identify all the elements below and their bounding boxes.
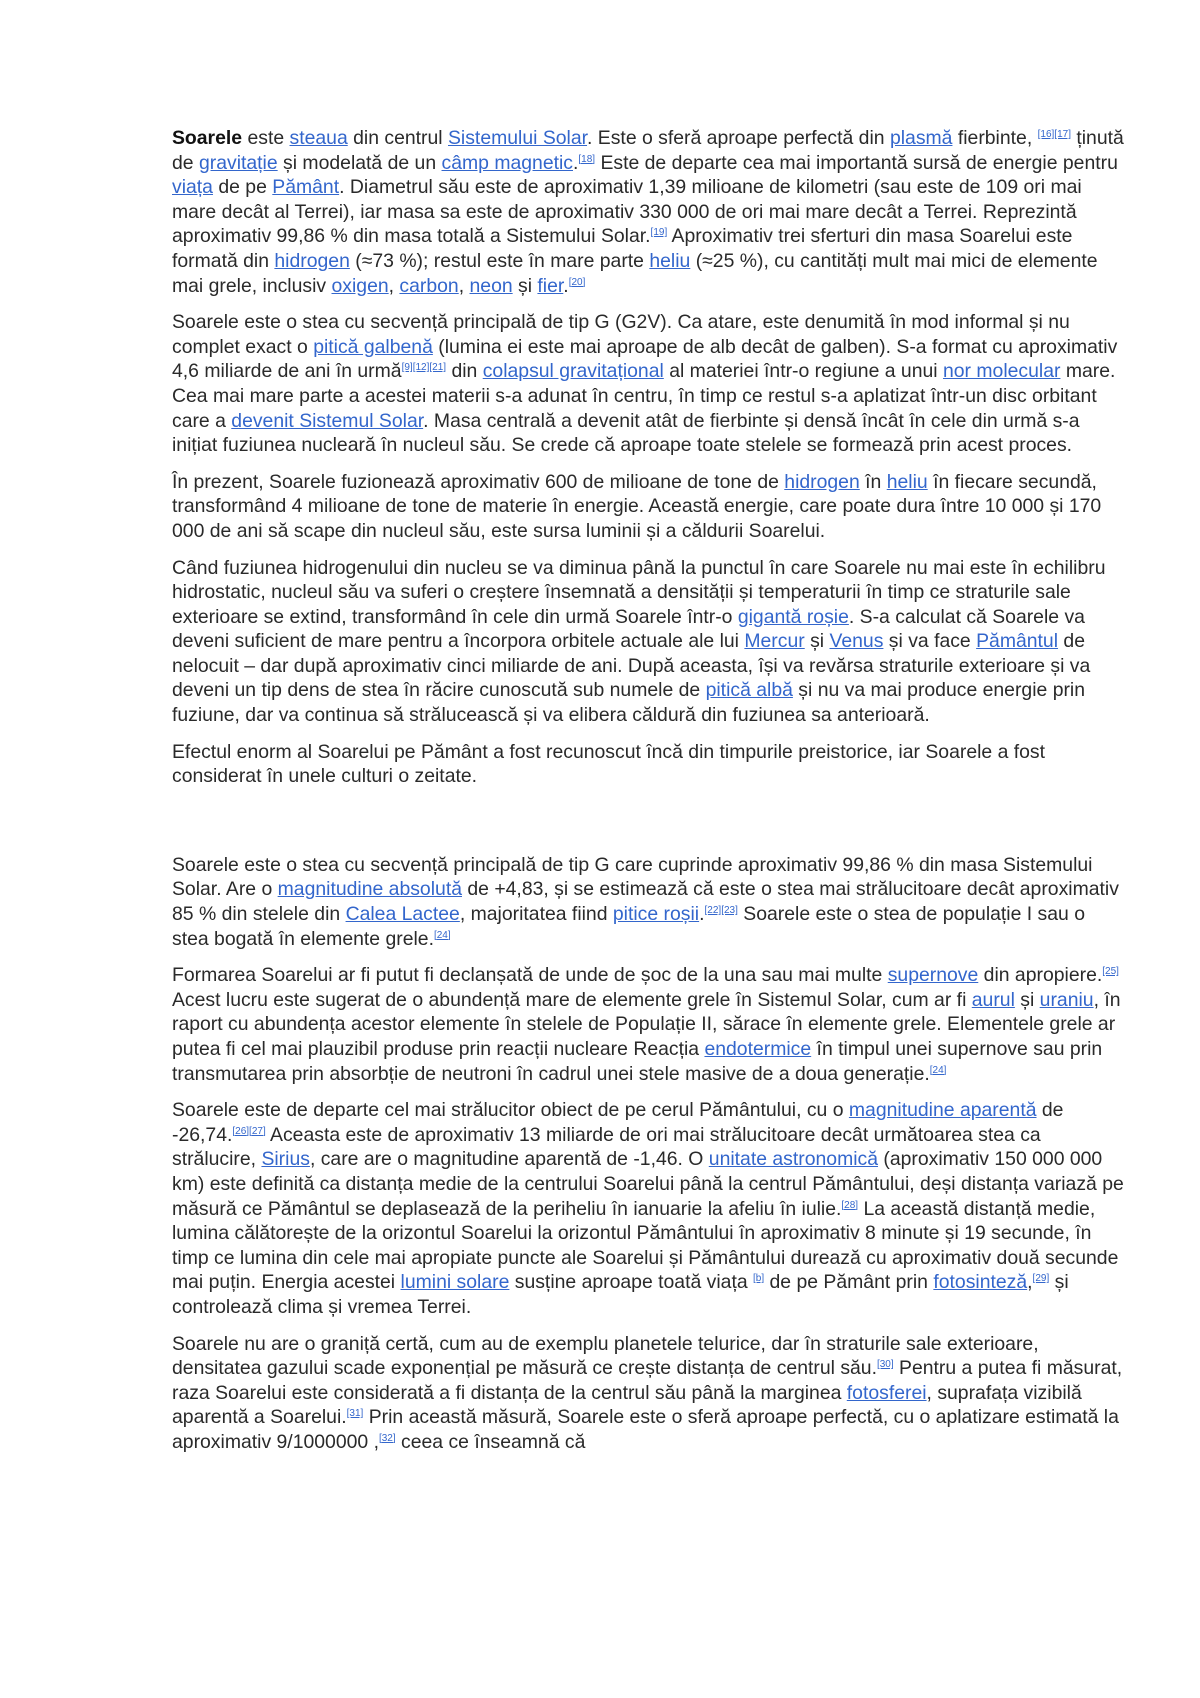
text-run: (≈73 %); restul este în mare parte (349, 249, 650, 272)
article-link[interactable]: plasmă (889, 127, 953, 149)
text-run: Când fuziunea hidrogenului din nucleu se va diminua până la punctul în care Soarele nu mai este în echilibru hidrostatic, nucleul său va suferi o creștere însemnată a densității și temperaturii în timp ce straturile sale exterioare se extind, transformând în cele din urmă Soarele într-o (172, 556, 1106, 628)
article-link[interactable]: magnitudine aparentă (848, 1099, 1037, 1122)
paragraph (172, 1332, 1127, 1455)
citation-link[interactable]: [30] (876, 1359, 894, 1371)
text-run: . (573, 151, 579, 174)
citation-link[interactable]: [24] (929, 1064, 947, 1076)
article-link[interactable]: supernove (887, 964, 979, 987)
article-link[interactable]: hidrogen (784, 470, 860, 493)
citation (569, 277, 586, 288)
citation (434, 930, 451, 941)
text-run: din apropiere. (978, 964, 1103, 987)
text-run: este (242, 127, 290, 149)
citation (578, 154, 595, 165)
text-run: în fiecare secundă, transformând 4 milioane de tone de materie în energie. Această energie, care poate dura între 10 000 și 170 000 de ani să scape din nucleul său, este sursa luminii și a căldurii Soarelui. (172, 470, 1102, 542)
text-run: de nelocuit – dar după aproximativ cinci miliarde de ani. După aceasta, își va revărsa straturile exterioare și va deveni un tip dens de stea în răcire cunoscută sub numele de (172, 630, 1091, 702)
text-run: (lumina ei este mai aproape de alb decât de galben). S-a format cu aproximativ 4,6 miliarde de ani în urmă (172, 335, 1118, 383)
text-run: Aceasta este de aproximativ 13 miliarde de ori mai strălucitoare decât următoarea stea ca strălucire, (172, 1123, 1041, 1171)
article-link[interactable]: hidrogen (274, 249, 350, 272)
article-link[interactable]: magnitudine absolută (277, 878, 462, 901)
citation (347, 1408, 364, 1419)
text-run: de pe (212, 176, 273, 199)
article-link[interactable]: Mercur (744, 630, 805, 653)
text-run: din centrul (347, 127, 448, 149)
citation-link[interactable]: [16][17] (1037, 129, 1071, 140)
citation-link[interactable]: [29] (1032, 1273, 1050, 1285)
article-link[interactable]: Pământ (272, 176, 340, 199)
article-link[interactable]: pitică galbenă (313, 335, 433, 358)
citation-link[interactable]: [18] (578, 153, 596, 165)
text-run: din (446, 360, 483, 383)
citation-link[interactable]: [22] (704, 905, 722, 917)
text-run: și nu va mai produce energie prin fuziune, dar va continua să strălucească și va elibera căldură din fuziunea sa anterioară. (172, 679, 1086, 727)
text-run: mare. Cea mai mare parte a acestei materii s-a adunat în centru, în timp ce restul s-a aplatizat într-un disc orbitant care a (172, 360, 1116, 432)
article-link[interactable]: pitice roșii (612, 903, 700, 926)
citation-link[interactable]: [24] (433, 929, 451, 941)
article-link[interactable]: Venus (829, 630, 884, 653)
text-run: de -26,74. (172, 1099, 1064, 1146)
text-run: . (699, 903, 705, 926)
citation (1038, 129, 1071, 140)
article-link[interactable]: endotermice (704, 1038, 812, 1060)
citation (379, 1433, 396, 1444)
text-run: , (388, 274, 400, 297)
article-link[interactable]: fier (537, 274, 564, 297)
paragraph (172, 470, 1127, 544)
text-run: și (512, 274, 538, 297)
article-link[interactable]: heliu (886, 470, 928, 493)
text-run: Aproximativ trei sferturi din masa Soarelui este formată din (172, 225, 1073, 272)
article-link[interactable]: viața (172, 176, 213, 199)
citation-link[interactable]: [31] (346, 1408, 364, 1420)
article-link[interactable]: uraniu (1039, 988, 1094, 1011)
paragraph (172, 556, 1127, 728)
text-run: de pe Pământ prin (764, 1271, 934, 1294)
text-run: în (859, 470, 887, 493)
citation-link[interactable]: [9][12][21] (401, 362, 447, 374)
text-run: Soarele este de departe cel mai strălucitor obiect de pe cerul Pământului, cu o (172, 1099, 849, 1122)
text-run: susține aproape toată viața (509, 1271, 753, 1294)
article-body (172, 126, 1127, 1467)
article-link[interactable]: Calea Lactee (345, 903, 460, 926)
citation (1102, 966, 1119, 977)
text-run: . S-a calculat că Soarele va deveni suficient de mare pentru a încorpora orbitele actuale ale lui (172, 605, 1085, 653)
text-run: și va face (883, 630, 977, 653)
article-link[interactable]: fotosinteză (933, 1271, 1028, 1294)
citation (753, 1273, 764, 1284)
article-link[interactable]: Sistemului Solar (448, 127, 588, 149)
paragraph (172, 963, 1127, 1086)
text-run: , în raport cu abundența acestor elemente în stelele de Populație II, sărace în elemente grele. Elementele grele ar putea fi cel mai plauzibil produse prin reacții nucleare Reacția (172, 988, 1121, 1060)
article-link[interactable]: devenit Sistemul Solar (231, 409, 424, 432)
text-run: . (563, 274, 569, 297)
text-run: Prin această măsură, Soarele este o sferă aproape perfectă, cu o aplatizare estimată la aproximativ 9/1000000 , (172, 1406, 1119, 1453)
text-run: , suprafața vizibilă aparentă a Soarelui. (172, 1381, 1082, 1429)
text-run: Este de departe cea mai importantă sursă de energie pentru (595, 151, 1118, 174)
text-run: În prezent, Soarele fuzionează aproximativ 600 de milioane de tone de (172, 470, 785, 493)
text-run: al materiei într-o regiune a unui (663, 360, 943, 383)
citation (877, 1359, 894, 1370)
text-run: La această distanță medie, lumina călătorește de la orizontul Soarelui la orizontul Pământului în aproximativ 8 minute și 19 secunde, în timp ce lumina din cele mai apropiate puncte ale Soarelui și Pământului durează cu aproximativ două secunde mai puțin. Energia acestei (172, 1197, 1119, 1294)
text-run: și controlează clima și vremea Terrei. (172, 1271, 1069, 1318)
text-run: Soarele este o stea cu secvență principală de tip G care cuprinde aproximativ 99,86 % din masa Sistemului Solar. Are o (172, 853, 1093, 901)
text-run: , (1027, 1271, 1033, 1294)
article-link[interactable]: unitate astronomică (708, 1148, 879, 1171)
citation (402, 362, 446, 373)
text-run: , care are o magnitudine aparentă de -1,46. O (309, 1148, 709, 1171)
text-run: . Masa centrală a devenit atât de fierbinte și densă încât în cele din urmă s-a inițiat fuziunea nucleară în nucleul său. Se crede că aproape toate stelele se formează prin acest proces. (172, 409, 1080, 457)
citation-link[interactable]: [23] (721, 905, 738, 917)
citation (721, 905, 738, 916)
article-link[interactable]: fotosferei (846, 1381, 927, 1404)
article-link[interactable]: aurul (971, 988, 1015, 1011)
text-run: Soarele nu are o graniță certă, cum au de exemplu planetele telurice, dar în straturile sale exterioare, densitatea gazului scade exponențial pe măsură ce crește distanța de centrul său. (172, 1332, 1039, 1380)
article-link[interactable]: nor molecular (942, 360, 1061, 383)
article-link[interactable]: câmp magnetic (441, 151, 573, 174)
citation (705, 905, 722, 916)
citation-link[interactable]: [25] (1102, 966, 1119, 978)
article-link[interactable]: neon (469, 274, 513, 297)
paragraph (172, 1098, 1127, 1319)
citation (841, 1200, 858, 1211)
article-link[interactable]: Pământul (976, 630, 1059, 653)
text-run: și (804, 630, 830, 653)
text-run: ținută de (172, 127, 1124, 174)
citation-link[interactable]: [20] (568, 276, 586, 288)
text-run: de +4,83, și se estimează că este o stea mai strălucitoare decât aproximativ 85 % din stelele din (172, 878, 1119, 926)
article-link[interactable]: carbon (399, 274, 459, 297)
article-link[interactable]: gravitație (198, 151, 278, 174)
article-link[interactable]: heliu (649, 249, 691, 272)
article-link[interactable]: oxigen (331, 274, 389, 297)
article-link[interactable]: Sirius (261, 1148, 310, 1171)
text-run: în timpul unei supernove sau prin transmutarea prin absorbție de neutroni în cadrul unei stele masive de a doua generație. (172, 1038, 1103, 1085)
citation (651, 227, 668, 238)
paragraph (172, 740, 1127, 789)
text-run: , majoritatea fiind (459, 903, 613, 926)
text-run: Soarele este o stea cu secvență principală de tip G (G2V). Ca atare, este denumită în mod informal și nu complet exact o (172, 311, 1070, 358)
citation (232, 1126, 265, 1137)
text-run: Acest lucru este sugerat de o abundență mare de elemente grele în Sistemul Solar, cum ar fi (172, 988, 972, 1011)
article-link[interactable]: pitică albă (705, 679, 793, 702)
text-run: Soarele este o stea de populație I sau o stea bogată în elemente grele. (172, 903, 1085, 950)
citation (1033, 1273, 1050, 1284)
text-run: . Diametrul său este de aproximativ 1,39 milioane de kilometri (sau este de 109 ori mai mare decât al Terrei), iar masa sa este de aproximativ 330 000 de ori mai mare decât a Terrei. Reprezintă aproximativ 99,86 % din masa totală a Sistemului Solar. (172, 176, 1082, 248)
text-run: ceea ce înseamnă că (395, 1430, 586, 1453)
text-run: (aproximativ 150 000 000 km) este definită ca distanța medie de la centrului Soarelui până la centrul Pământului, deși distanța variază pe măsură ce Pământul se deplasează de la periheliu în ianuarie la afeliu în iulie. (172, 1148, 1124, 1220)
citation-link[interactable]: [28] (841, 1199, 859, 1211)
text-run: . Este o sferă aproape perfectă din (587, 127, 890, 149)
text-run: și (1014, 988, 1040, 1011)
text-run: și modelată de un (277, 151, 442, 174)
text-run: Formarea Soarelui ar fi putut fi declanșată de unde de șoc de la una sau mai multe (172, 964, 888, 987)
article-link[interactable]: colapsul gravitațional (482, 360, 664, 383)
text-run: fierbinte, (952, 127, 1038, 149)
section-gap (172, 801, 1127, 853)
article-link[interactable]: steaua (289, 127, 348, 149)
text-run: Pentru a putea fi măsurat, raza Soarelui este considerată a fi distanța de la centrul său până la marginea (172, 1357, 1123, 1404)
citation-link[interactable]: [b] (753, 1273, 765, 1285)
bold-term: Soarele (172, 127, 243, 149)
citation-link[interactable]: [26][27] (232, 1125, 266, 1137)
article-link[interactable]: gigantă roșie (737, 605, 849, 628)
text-run: , (458, 274, 470, 297)
article-link[interactable]: lumini solare (400, 1271, 510, 1294)
citation (930, 1065, 947, 1076)
text-run: Efectul enorm al Soarelui pe Pământ a fost recunoscut încă din timpurile preistorice, iar Soarele a fost considerat în unele culturi o zeitate. (172, 740, 1046, 788)
citation-link[interactable]: [32] (378, 1432, 396, 1444)
paragraph (172, 126, 1127, 298)
text-run: (≈25 %), cu cantități mult mai mici de elemente mai grele, inclusiv (172, 249, 1098, 297)
paragraph (172, 853, 1127, 951)
paragraph (172, 310, 1127, 458)
citation-link[interactable]: [19] (650, 227, 668, 239)
